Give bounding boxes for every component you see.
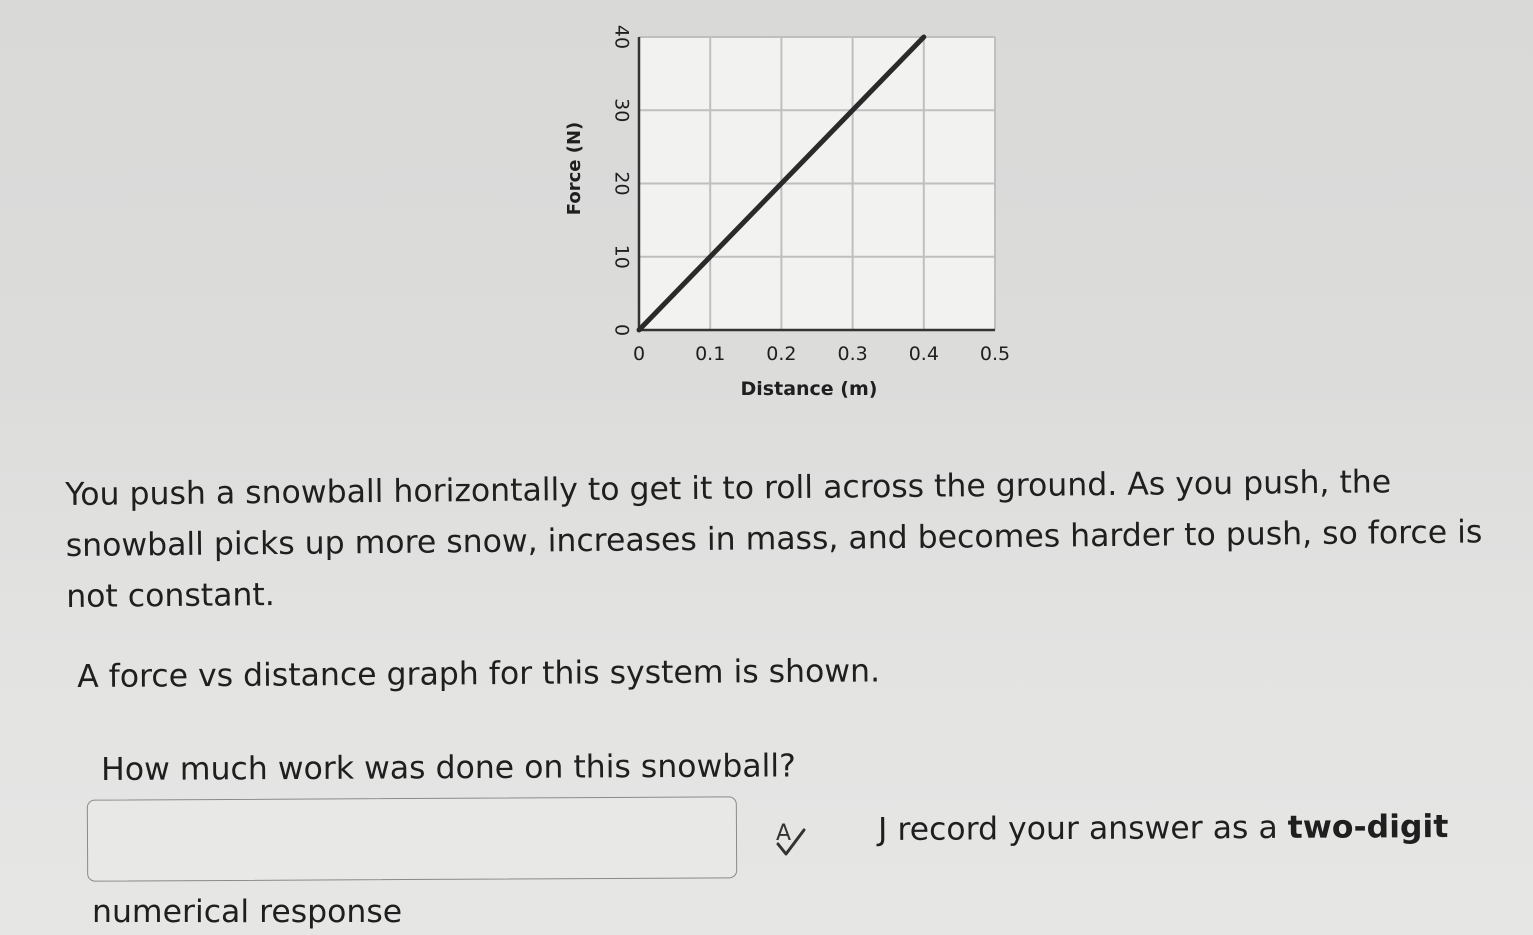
y-tick-label: 40	[610, 24, 633, 50]
x-tick-label: 0.2	[766, 343, 797, 365]
svg-text:A: A	[776, 821, 792, 846]
instruction-text: J record your answer as a	[878, 809, 1288, 848]
graph-note: A force vs distance graph for this system is shown.	[77, 653, 881, 695]
answer-input[interactable]	[87, 796, 737, 881]
answer-instruction	[878, 805, 1448, 852]
x-tick-label: 0.4	[908, 343, 939, 365]
spellcheck-icon[interactable]	[770, 816, 816, 862]
x-tick-label: 0.5	[979, 343, 1011, 365]
y-tick-label: 20	[610, 171, 633, 196]
question-prompt: How much work was done on this snowball?	[101, 748, 796, 788]
y-tick-label: 10	[610, 244, 633, 269]
chart-svg	[545, 15, 1025, 410]
question-intro: You push a snowball horizontally to get it to roll across the ground. As you push, the snowball picks up more snow, increases in mass, and becomes harder to push, so force is not constant.	[65, 464, 1483, 615]
x-axis-title: Distance (m)	[740, 378, 878, 400]
y-tick-label: 0	[610, 323, 633, 337]
x-tick-label: 0.1	[695, 343, 726, 365]
response-type-label: numerical response	[92, 894, 403, 930]
x-tick-label: 0.3	[837, 343, 868, 365]
y-axis-title: Force (N)	[564, 121, 585, 216]
y-tick-label: 30	[610, 98, 633, 123]
instruction-bold-text: two-digit	[1287, 809, 1449, 846]
x-tick-label: 0	[632, 343, 646, 365]
force-distance-chart	[545, 15, 1025, 410]
